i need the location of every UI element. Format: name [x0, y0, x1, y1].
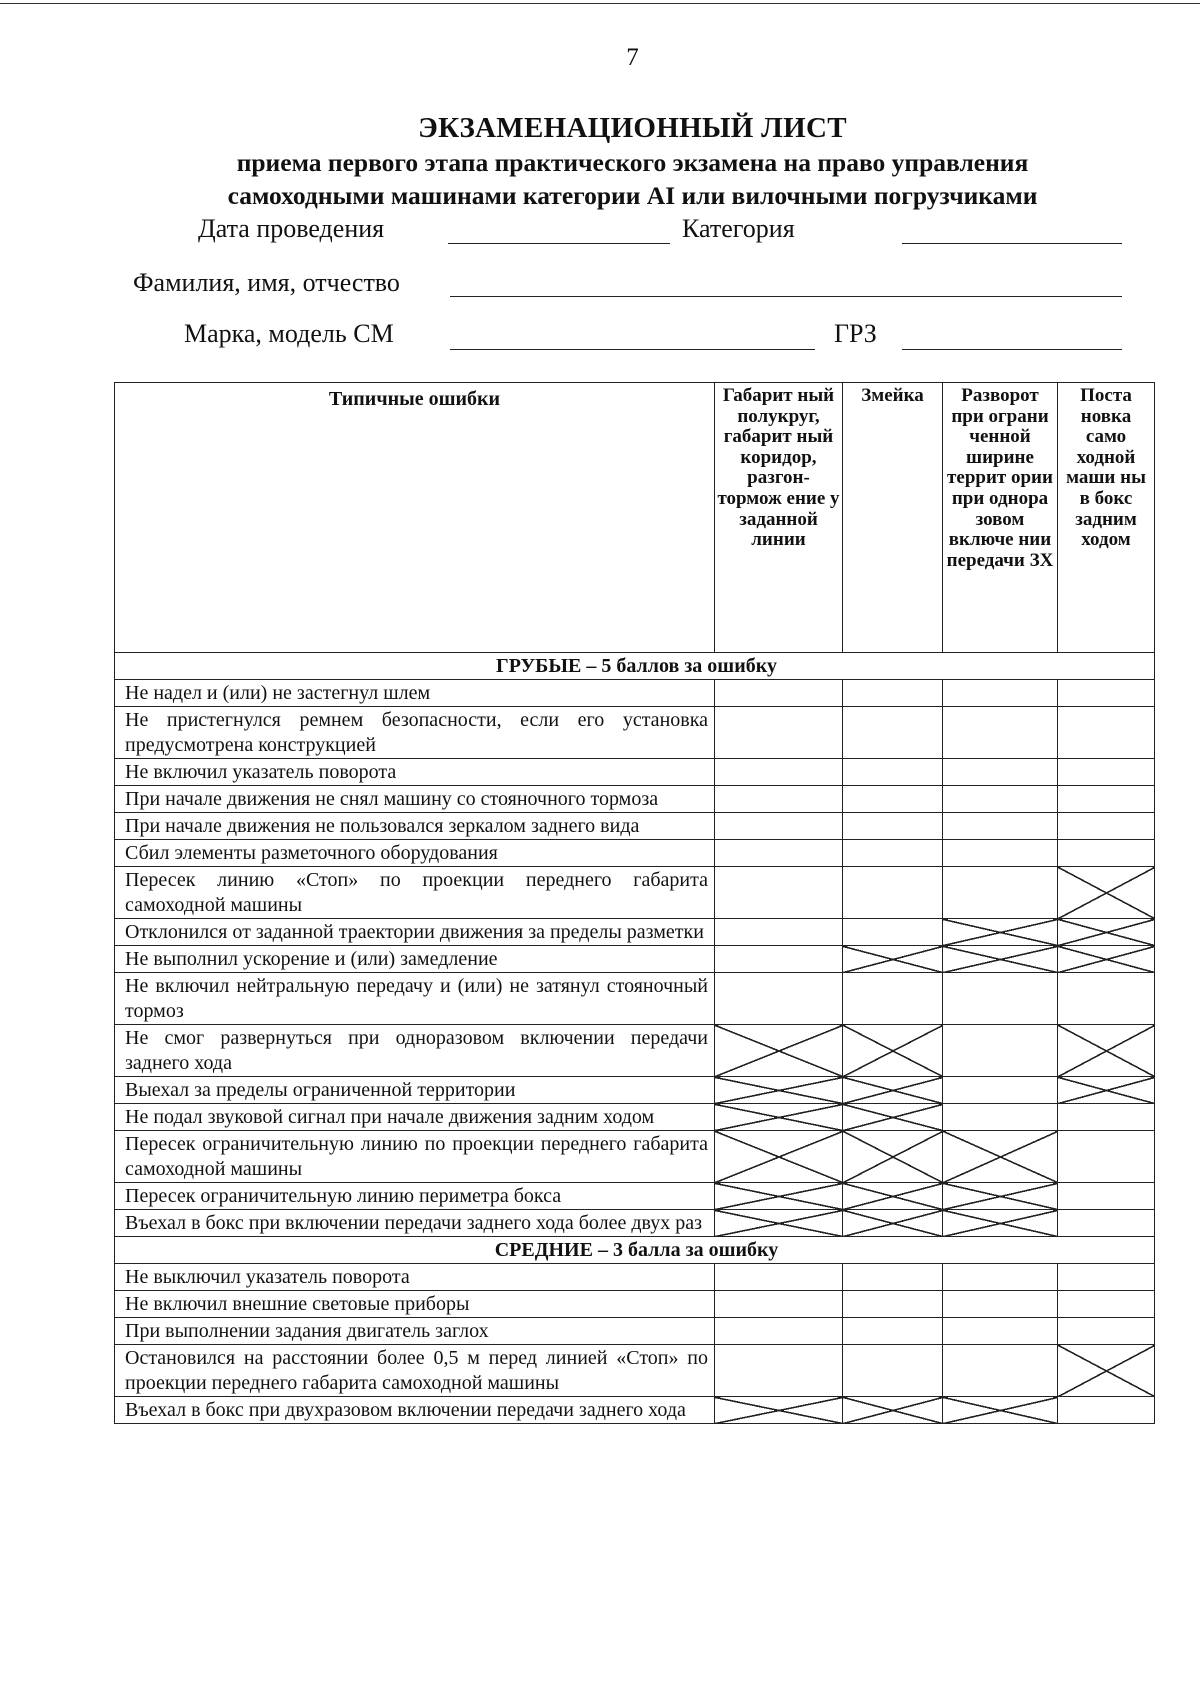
mark-cell[interactable] [715, 1345, 843, 1397]
crossed-out-cell [943, 919, 1058, 946]
plate-field[interactable] [902, 349, 1122, 350]
mark-cell[interactable] [715, 1264, 843, 1291]
table-row [115, 1131, 1155, 1183]
mark-cell[interactable] [715, 946, 843, 973]
mark-cell[interactable] [843, 759, 943, 786]
error-description: Не выключил указатель поворота [115, 1264, 715, 1291]
header-typical-errors: Типичные ошибки [115, 383, 715, 653]
mark-cell[interactable] [843, 813, 943, 840]
mark-cell[interactable] [1058, 759, 1155, 786]
model-label: Марка, модель СМ [184, 319, 394, 348]
mark-cell[interactable] [943, 973, 1058, 1025]
mark-cell[interactable] [843, 1264, 943, 1291]
table-row [115, 867, 1155, 919]
mark-cell[interactable] [1058, 1397, 1155, 1424]
mark-cell[interactable] [1058, 840, 1155, 867]
mark-cell[interactable] [943, 1104, 1058, 1131]
plate-label: ГРЗ [834, 319, 877, 348]
mark-cell[interactable] [715, 1318, 843, 1345]
error-description: При начале движения не снял машину со стояночного тормоза [115, 786, 715, 813]
mark-cell[interactable] [1058, 1264, 1155, 1291]
table-row [115, 1291, 1155, 1318]
mark-cell[interactable] [943, 1025, 1058, 1077]
crossed-out-cell [843, 1183, 943, 1210]
mark-cell[interactable] [943, 1318, 1058, 1345]
table-row [115, 1104, 1155, 1131]
header-exercise-zmeyka: Змейка [843, 383, 943, 653]
mark-cell[interactable] [943, 867, 1058, 919]
date-field[interactable] [448, 243, 670, 244]
crossed-out-cell [843, 1131, 943, 1183]
category-label: Категория [682, 214, 795, 243]
table-row [115, 973, 1155, 1025]
page-number: 7 [626, 44, 639, 71]
document-subtitle-line1: приема первого этапа практического экзамена на право управления [236, 148, 1029, 177]
table-row [115, 786, 1155, 813]
mark-cell[interactable] [943, 813, 1058, 840]
table-row [115, 1183, 1155, 1210]
table-row [115, 707, 1155, 759]
mark-cell[interactable] [843, 867, 943, 919]
crossed-out-cell [943, 1131, 1058, 1183]
mark-cell[interactable] [1058, 707, 1155, 759]
crossed-out-cell [943, 1397, 1058, 1424]
error-description: Не подал звуковой сигнал при начале движения задним ходом [115, 1104, 715, 1131]
crossed-out-cell [715, 1397, 843, 1424]
table-row [115, 1210, 1155, 1237]
date-label: Дата проведения [198, 214, 385, 243]
table-row [115, 813, 1155, 840]
error-description: Пересек линию «Стоп» по проекции переднего габарита самоходной машины [115, 867, 715, 919]
mark-cell[interactable] [943, 1264, 1058, 1291]
crossed-out-cell [1058, 1345, 1155, 1397]
mark-cell[interactable] [715, 707, 843, 759]
error-description: Въехал в бокс при двухразовом включении передачи заднего хода [115, 1397, 715, 1424]
error-description: Сбил элементы разметочного оборудования [115, 840, 715, 867]
mark-cell[interactable] [715, 1291, 843, 1318]
crossed-out-cell [843, 946, 943, 973]
error-description: Не смог развернуться при одноразовом включении передачи заднего хода [115, 1025, 715, 1077]
mark-cell[interactable] [715, 813, 843, 840]
crossed-out-cell [943, 1183, 1058, 1210]
crossed-out-cell [843, 1397, 943, 1424]
crossed-out-cell [1058, 1025, 1155, 1077]
mark-cell[interactable] [943, 1077, 1058, 1104]
full-name-field[interactable] [450, 296, 1122, 297]
table-row [115, 1397, 1155, 1424]
crossed-out-cell [1058, 946, 1155, 973]
header-exercise-postanovka: Поста новка само ходной маши ны в бокс задним ходом [1058, 383, 1155, 653]
mark-cell[interactable] [843, 707, 943, 759]
section-header: ГРУБЫЕ – 5 баллов за ошибку [115, 653, 1155, 680]
mark-cell[interactable] [715, 680, 843, 707]
mark-cell[interactable] [1058, 1210, 1155, 1237]
crossed-out-cell [843, 1077, 943, 1104]
crossed-out-cell [843, 1104, 943, 1131]
mark-cell[interactable] [843, 1318, 943, 1345]
mark-cell[interactable] [1058, 680, 1155, 707]
error-description: Пересек ограничительную линию по проекции переднего габарита самоходной машины [115, 1131, 715, 1183]
mark-cell[interactable] [943, 786, 1058, 813]
crossed-out-cell [943, 1210, 1058, 1237]
mark-cell[interactable] [843, 1345, 943, 1397]
document-title: ЭКЗАМЕНАЦИОННЫЙ ЛИСТ [418, 112, 847, 144]
section-header: СРЕДНИЕ – 3 балла за ошибку [115, 1237, 1155, 1264]
crossed-out-cell [715, 1210, 843, 1237]
mark-cell[interactable] [715, 973, 843, 1025]
crossed-out-cell [843, 1025, 943, 1077]
top-rule [0, 3, 1200, 4]
mark-cell[interactable] [1058, 1104, 1155, 1131]
mark-cell[interactable] [1058, 1131, 1155, 1183]
mark-cell[interactable] [715, 786, 843, 813]
crossed-out-cell [715, 1183, 843, 1210]
crossed-out-cell [1058, 1077, 1155, 1104]
header-exercise-razvorot: Разворот при ограни ченной ширине террит ории при однора зовом включе нии передачи ЗХ [943, 383, 1058, 653]
document-subtitle-line2: самоходными машинами категории AI или вилочными погрузчиками [227, 181, 1038, 210]
mark-cell[interactable] [943, 680, 1058, 707]
mark-cell[interactable] [843, 973, 943, 1025]
crossed-out-cell [843, 1210, 943, 1237]
mark-cell[interactable] [715, 919, 843, 946]
errors-table [114, 382, 1155, 1424]
mark-cell[interactable] [1058, 1183, 1155, 1210]
model-field[interactable] [450, 349, 815, 350]
mark-cell[interactable] [943, 1291, 1058, 1318]
mark-cell[interactable] [715, 759, 843, 786]
error-description: Пересек ограничительную линию периметра бокса [115, 1183, 715, 1210]
table-row [115, 1264, 1155, 1291]
error-description: При начале движения не пользовался зеркалом заднего вида [115, 813, 715, 840]
crossed-out-cell [715, 1131, 843, 1183]
full-name-label: Фамилия, имя, отчество [133, 268, 400, 297]
crossed-out-cell [1058, 919, 1155, 946]
error-description: Не выполнил ускорение и (или) замедление [115, 946, 715, 973]
table-row [115, 919, 1155, 946]
table-row [115, 840, 1155, 867]
error-description: При выполнении задания двигатель заглох [115, 1318, 715, 1345]
header-exercise-gabarit: Габарит ный полукруг, габарит ный коридор, разгон-тормож ение у заданной линии [715, 383, 843, 653]
error-description: Не надел и (или) не застегнул шлем [115, 680, 715, 707]
table-row [115, 946, 1155, 973]
mark-cell[interactable] [1058, 1291, 1155, 1318]
crossed-out-cell [1058, 867, 1155, 919]
table-row [115, 1077, 1155, 1104]
mark-cell[interactable] [843, 840, 943, 867]
mark-cell[interactable] [1058, 813, 1155, 840]
table-row [115, 680, 1155, 707]
mark-cell[interactable] [1058, 973, 1155, 1025]
mark-cell[interactable] [843, 1291, 943, 1318]
crossed-out-cell [715, 1077, 843, 1104]
mark-cell[interactable] [943, 840, 1058, 867]
error-description: Не пристегнулся ремнем безопасности, если его установка предусмотрена конструкцией [115, 707, 715, 759]
error-description: Выехал за пределы ограниченной территории [115, 1077, 715, 1104]
mark-cell[interactable] [843, 786, 943, 813]
error-description: Отклонился от заданной траектории движения за пределы разметки [115, 919, 715, 946]
mark-cell[interactable] [943, 1345, 1058, 1397]
mark-cell[interactable] [843, 680, 943, 707]
crossed-out-cell [943, 946, 1058, 973]
mark-cell[interactable] [943, 759, 1058, 786]
mark-cell[interactable] [715, 867, 843, 919]
crossed-out-cell [715, 1025, 843, 1077]
error-description: Не включил указатель поворота [115, 759, 715, 786]
table-row [115, 1025, 1155, 1077]
error-description: Въехал в бокс при включении передачи заднего хода более двух раз [115, 1210, 715, 1237]
mark-cell[interactable] [1058, 1318, 1155, 1345]
table-row [115, 1345, 1155, 1397]
error-description: Не включил нейтральную передачу и (или) не затянул стояночный тормоз [115, 973, 715, 1025]
category-field[interactable] [902, 243, 1122, 244]
crossed-out-cell [715, 1104, 843, 1131]
mark-cell[interactable] [943, 707, 1058, 759]
mark-cell[interactable] [843, 919, 943, 946]
mark-cell[interactable] [1058, 786, 1155, 813]
table-row [115, 759, 1155, 786]
mark-cell[interactable] [715, 840, 843, 867]
table-row [115, 1318, 1155, 1345]
error-description: Остановился на расстоянии более 0,5 м перед линией «Стоп» по проекции переднего габарита самоходной машины [115, 1345, 715, 1397]
error-description: Не включил внешние световые приборы [115, 1291, 715, 1318]
